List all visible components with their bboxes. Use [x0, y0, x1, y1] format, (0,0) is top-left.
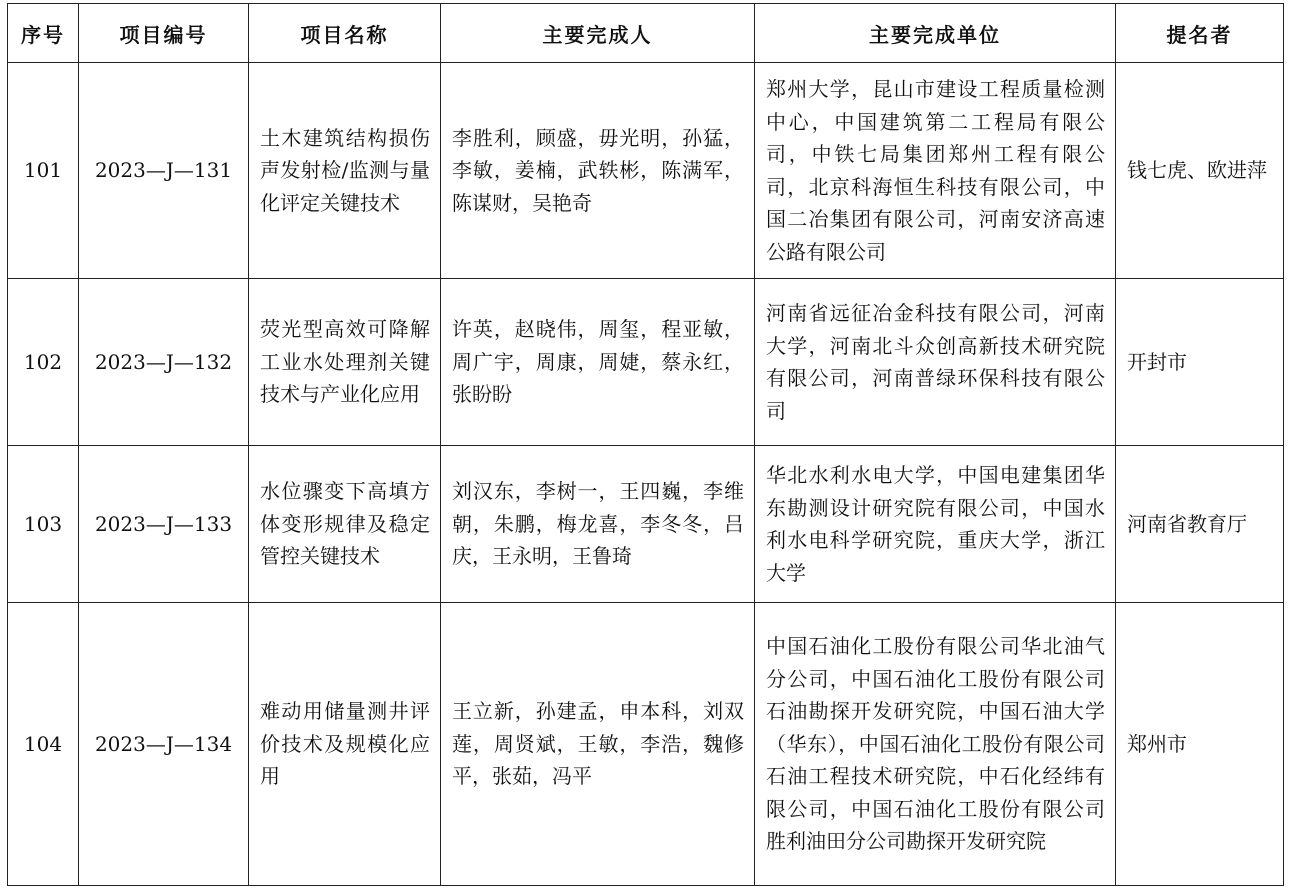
cell-nominator: 钱七虎、欧进萍	[1116, 63, 1284, 279]
cell-name: 土木建筑结构损伤声发射检/监测与量化评定关键技术	[249, 63, 441, 279]
cell-seq: 103	[8, 446, 79, 603]
table-row	[8, 446, 1284, 603]
cell-people: 刘汉东，李树一，王四巍，李维朝，朱鹏，梅龙喜，李冬冬，吕庆，王永明，王鲁琦	[441, 446, 755, 603]
awards-table	[7, 3, 1284, 886]
cell-seq: 102	[8, 279, 79, 446]
cell-name: 水位骤变下高填方体变形规律及稳定管控关键技术	[249, 446, 441, 603]
cell-people: 许英，赵晓伟，周玺，程亚敏，周广宇，周康，周婕，蔡永红，张盼盼	[441, 279, 755, 446]
table-row	[8, 279, 1284, 446]
cell-code: 2023—J—132	[79, 279, 249, 446]
header-seq: 序号	[8, 4, 79, 63]
header-nominator: 提名者	[1116, 4, 1284, 63]
cell-code: 2023—J—133	[79, 446, 249, 603]
header-code: 项目编号	[79, 4, 249, 63]
cell-name: 荧光型高效可降解工业水处理剂关键技术与产业化应用	[249, 279, 441, 446]
cell-nominator: 郑州市	[1116, 603, 1284, 886]
cell-seq: 101	[8, 63, 79, 279]
cell-units: 中国石油化工股份有限公司华北油气分公司，中国石油化工股份有限公司石油勘探开发研究院，中国石油大学（华东），中国石油化工股份有限公司石油工程技术研究院，中石化经纬有限公司，中国石油化工股份有限公司胜利油田分公司勘探开发研究院	[755, 603, 1116, 886]
cell-people: 李胜利，顾盛，毋光明，孙猛，李敏，姜楠，武轶彬，陈满军，陈谋财，吴艳奇	[441, 63, 755, 279]
cell-name: 难动用储量测井评价技术及规模化应用	[249, 603, 441, 886]
table-row	[8, 603, 1284, 886]
header-people: 主要完成人	[441, 4, 755, 63]
cell-nominator: 河南省教育厅	[1116, 446, 1284, 603]
cell-code: 2023—J—131	[79, 63, 249, 279]
cell-seq: 104	[8, 603, 79, 886]
header-units: 主要完成单位	[755, 4, 1116, 63]
table-header-row	[8, 4, 1284, 63]
cell-people: 王立新，孙建孟，申本科，刘双莲，周贤斌，王敏，李浩，魏修平，张茹，冯平	[441, 603, 755, 886]
cell-units: 华北水利水电大学，中国电建集团华东勘测设计研究院有限公司，中国水利水电科学研究院，重庆大学，浙江大学	[755, 446, 1116, 603]
header-name: 项目名称	[249, 4, 441, 63]
cell-code: 2023—J—134	[79, 603, 249, 886]
cell-nominator: 开封市	[1116, 279, 1284, 446]
cell-units: 郑州大学，昆山市建设工程质量检测中心，中国建筑第二工程局有限公司，中铁七局集团郑州工程有限公司，北京科海恒生科技有限公司，中国二冶集团有限公司，河南安济高速公路有限公司	[755, 63, 1116, 279]
cell-units: 河南省远征冶金科技有限公司，河南大学，河南北斗众创高新技术研究院有限公司，河南普绿环保科技有限公司	[755, 279, 1116, 446]
table-row	[8, 63, 1284, 279]
